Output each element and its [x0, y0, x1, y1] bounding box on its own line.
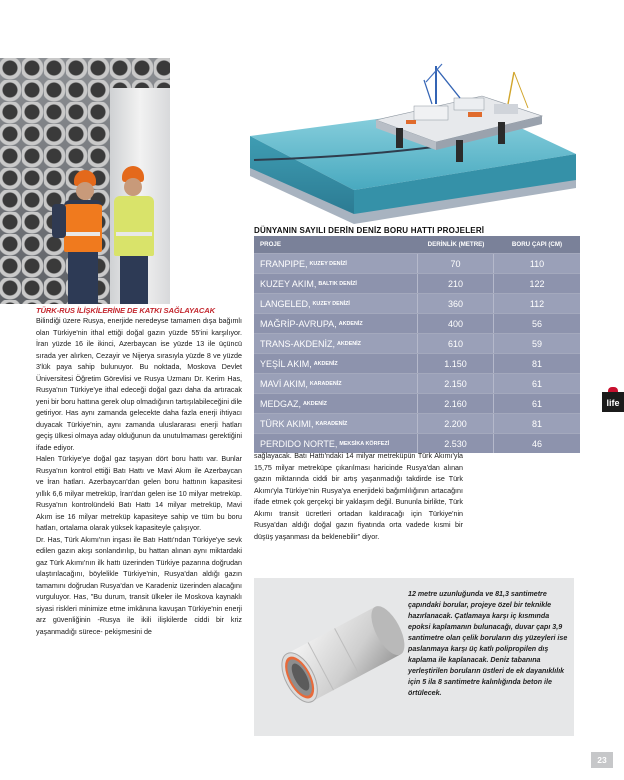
table-row — [254, 293, 580, 313]
diameter-cell: 61 — [531, 398, 542, 409]
project-cell — [254, 354, 418, 373]
depth-cell: 610 — [418, 334, 494, 353]
header-diameter: BORU ÇAPI (CM) — [511, 241, 563, 248]
table-row — [254, 253, 580, 273]
page-number: 23 — [591, 752, 613, 768]
project-name: MEDGAZ, — [260, 398, 302, 409]
article-subhead: TÜRK-RUS İLİŞKİLERİNE DE KATKI SAĞLAYACAK — [36, 306, 215, 315]
left-article-column — [36, 305, 242, 638]
project-sea: AKDENİZ — [337, 340, 361, 347]
depth-cell: 400 — [418, 314, 494, 333]
project-name: MAVİ AKIM, — [260, 378, 308, 389]
table-row — [254, 333, 580, 353]
project-cell — [254, 394, 418, 413]
diameter-cell: 61 — [531, 378, 542, 389]
article-paragraph: Bilindiği üzere Rusya, enerjide neredeyse tamamen dışa bağımlı olan Türkiye'nin ithal ettiği doğal gazın yüzde 55'ini karşılıyor. İran yüzde 16 ile ikinci, Azerbaycan ise yüzde 13 ile üçüncü sırada yer alırken, Cezayir ve Nijerya sırasıyla yüzde 8 ve yüzde 3'lük paya sahip bulunuyor. Bu noktada, Moskova Devlet Üniversitesi Öğretim Görevlisi ve Rusya Uzmanı Dr. Kerim Has, Rusya'nın Türkiye'ye ithal edeceği doğal gazı daha da artıracak yeni bir boru hattına gerek olup olmadığının tartışılabileceğini dile getiriyor. Has aynı zamanda gelecekte daha fazla enerji ihtiyacı duyacak Türkiye'nin, aynı zamanda uluslararası enerji hatları geçiş ülkesi olmaya aday olduğunun da unutulmaması gerektiğini ifade ediyor. — [36, 317, 243, 452]
depth-cell: 360 — [418, 294, 494, 313]
project-name: FRANPIPE, — [260, 258, 308, 269]
diameter-cell: 59 — [531, 338, 542, 349]
table-row — [254, 393, 580, 413]
project-sea: AKDENİZ — [303, 400, 327, 407]
table-header-row — [254, 236, 580, 253]
project-sea: KUZEY DENİZİ — [309, 260, 347, 267]
diameter-cell: 81 — [531, 418, 542, 429]
header-depth: DERİNLİK (METRE) — [427, 241, 485, 248]
table-row — [254, 353, 580, 373]
depth-cell: 1.150 — [418, 354, 494, 373]
project-name: YEŞİL AKIM, — [260, 358, 312, 369]
table-row — [254, 373, 580, 393]
project-sea: KARADENİZ — [309, 380, 342, 387]
project-sea: KUZEY DENİZİ — [312, 300, 350, 307]
table-row — [254, 313, 580, 333]
project-name: LANGELED, — [260, 298, 311, 309]
article-paragraph: Dr. Has, Türk Akımı'nın inşası ile Batı Hattı'ndan Türkiye'ye sevk edilen gazın akışı sonlandırılıp, bu hattan alınan aynı miktardaki gaz Türk Akımı'nın ilk hattı üzerinden Türkiye pazarına doğrudan ulaştırılacağını, böylelikle Türkiye'nin, Rusya'dan aldığı gazın tamamını doğrudan Rusya'dan ve Karadeniz üzerinden alacağını vurguluyor. Has, "Bu durum, transit ülkeler ile Moskova kaynaklı siyasi riskleri minimize etme imkânına kavuşan Türkiye'nin enerji arz güvenliğinin -Rusya ile ikili ilişkilerde ciddi bir kriz yaşanmadığı sürece- pekişmesini de — [36, 535, 242, 636]
diameter-cell: 81 — [531, 358, 542, 369]
table-row — [254, 273, 580, 293]
diameter-cell: 112 — [529, 298, 545, 309]
diameter-cell: 56 — [531, 318, 542, 329]
project-name: TÜRK AKIMI, — [260, 418, 314, 429]
pipe-cross-section-illustration — [278, 594, 406, 716]
right-article-column — [254, 451, 463, 543]
pipe-callout-box — [254, 578, 574, 736]
article-paragraph: Halen Türkiye'ye doğal gaz taşıyan dört boru hattı var. Bunlar Rusya'nın kontrol ettiği Batı Hattı ve Mavi Akım ile Azerbaycan ve İran hatları. Azerbaycan'dan gelen boru hattının kapasitesi yıllık 6,6 milyar metreküp, İran'dan gelen ise 10 milyar metreküp. Rusya'nın kontrolündeki Batı Hattı 14 milyar metreküp, Mavi Akım ise 16 milyar metreküp kapasiteye sahip ve tüm bu boru hatları, ortalama olarak yüksek kapasiteyle çalışıyor. — [36, 455, 242, 532]
project-sea: AKDENİZ — [338, 320, 363, 327]
depth-cell: 2.530 — [418, 434, 494, 453]
depth-cell: 2.150 — [418, 374, 494, 393]
project-name: PERDIDO NORTE, — [260, 438, 338, 449]
depth-cell: 70 — [418, 254, 494, 273]
depth-cell: 2.200 — [418, 414, 494, 433]
life-section-tab: life — [602, 392, 624, 412]
article-paragraph: sağlayacak. Batı Hattı'ndaki 14 milyar metreküpün Türk Akımı'yla 15,75 milyar metreküpe çıkarılması haricinde Rusya'dan alınan gazın miktarında ciddi bir artış yaşanmadığı takdirde ise Türk Akımı'yla Türkiye'nin Rusya'ya enerjideki bağımlılığının artacağını ifade etmek çok gerçekçi bir yaklaşım değil. Bununla birlikte, Türk Akımı transit ücretleri ortadan kaldıracağı için Türkiye'nin Rusya'dan aldığı doğal gazın fiyatında orta vadede kısmi bir düşüş yaşanması da beklenebilir" diyor. — [254, 452, 463, 541]
project-name: MAĞRİP-AVRUPA, — [260, 318, 337, 329]
worker-left — [52, 170, 110, 304]
project-sea: MEKSİKA KÖRFEZİ — [339, 440, 390, 447]
project-sea: KARADENİZ — [315, 420, 348, 427]
project-sea: BALTIK DENİZİ — [318, 280, 357, 287]
project-cell — [254, 414, 418, 433]
depth-cell: 210 — [418, 274, 494, 293]
project-cell — [254, 254, 418, 273]
table-body — [254, 253, 580, 453]
project-cell — [254, 334, 418, 353]
project-cell — [254, 314, 418, 333]
project-cell — [254, 294, 418, 313]
workers-photo — [0, 58, 170, 304]
deep-sea-pipeline-table — [254, 236, 580, 449]
diameter-cell: 110 — [529, 258, 545, 269]
diameter-cell: 46 — [531, 438, 542, 449]
project-cell — [254, 374, 418, 393]
worker-right — [110, 166, 160, 304]
project-cell — [254, 274, 418, 293]
project-name: KUZEY AKIM, — [260, 278, 317, 289]
table-title: DÜNYANIN SAYILI DERİN DENİZ BORU HATTI PROJELERİ — [254, 226, 485, 235]
table-row — [254, 433, 580, 453]
diameter-cell: 122 — [529, 278, 545, 289]
depth-cell: 2.160 — [418, 394, 494, 413]
header-project: PROJE — [260, 241, 281, 248]
table-row — [254, 413, 580, 433]
project-sea: AKDENİZ — [313, 360, 338, 367]
offshore-pipelaying-illustration — [246, 58, 579, 230]
project-name: TRANS-AKDENİZ, — [260, 338, 336, 349]
callout-text: 12 metre uzunluğunda ve 81,3 santimetre çapındaki borular, projeye özel bir teknikle hazırlanacak. Çatlamaya karşı iç kısmında epoksi kaplamanın bulunacağı, duvar çapı 3,9 santimetre olan çelik boruların dış yüzeyleri ise paslanmaya karşı üç katlı polipropilen dış kaplama ile kaplanacak. Deniz tabanına yerleştirilen boruların üstleri de ek dayanıklılık için 5 ila 8 santimetre kalınlığında beton ile örtülecek. — [408, 590, 568, 697]
